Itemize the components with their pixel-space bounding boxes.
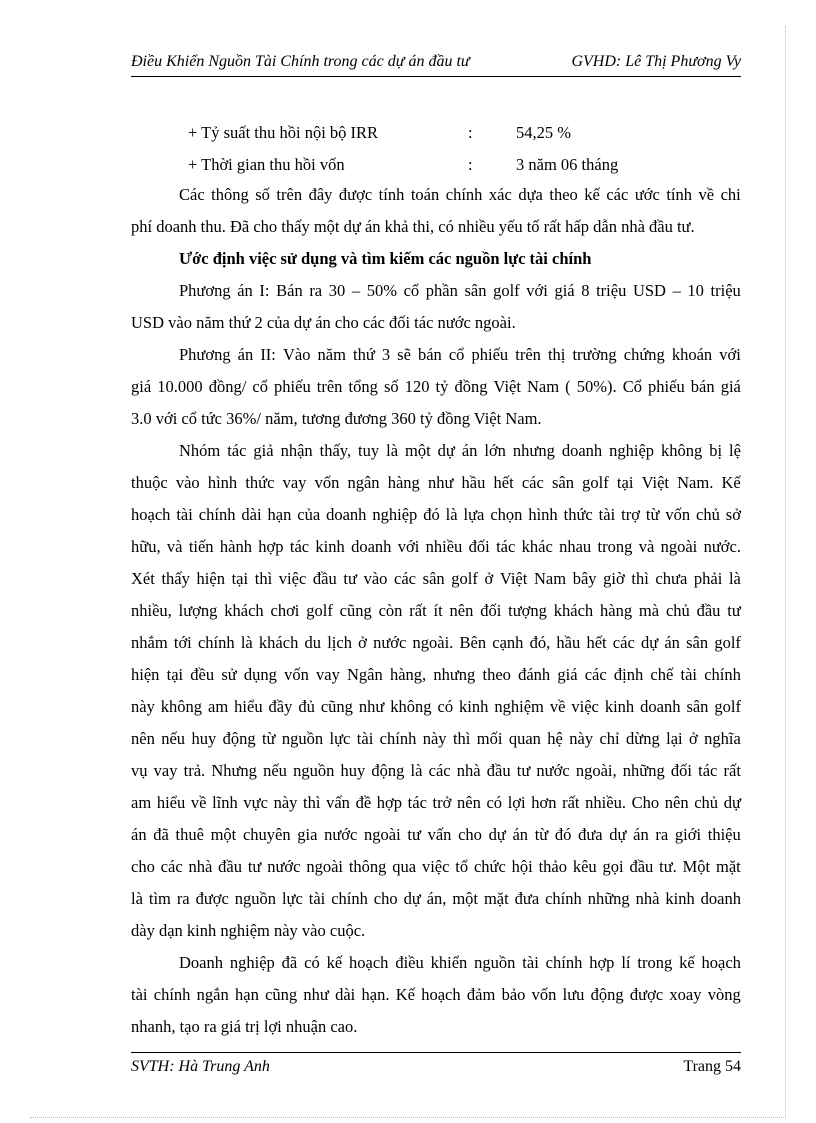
text-line: Các thông số trên đây được tính toán chính xác dựa theo kế các ước tính về chi bbox=[179, 185, 741, 204]
text-line: nhiều, lượng khách chơi golf cũng còn rất ít nên đối tượng khách hàng mà chủ đầu tư bbox=[131, 601, 741, 620]
text-line: hữu, và tiến hành hợp tác kinh doanh với nhiều đối tác khác nhau trong và ngoài nước. bbox=[131, 537, 741, 556]
text-line: dày dạn kinh nghiệm này vào cuộc. bbox=[131, 921, 366, 940]
text-line: thuộc vào hình thức vay vốn ngân hàng như hầu hết các sân golf tại Việt Nam. Kế bbox=[131, 473, 741, 492]
metric-label: + Thời gian thu hồi vốn bbox=[188, 155, 345, 174]
metric-label: + Tỷ suất thu hồi nội bộ IRR bbox=[188, 123, 379, 142]
text-line: vụ vay trả. Nhưng nếu nguồn huy động là các nhà đầu tư nước ngoài, những đối tác rất bbox=[131, 761, 741, 780]
text-line: Xét thấy hiện tại thì việc đầu tư vào các sân golf ở Việt Nam bây giờ thì chưa phải là bbox=[131, 569, 741, 588]
metric-row bbox=[131, 153, 741, 177]
text-line: án đã thuê một chuyên gia nước ngoài tư vấn cho dự án từ đó đưa dự án ra giới thiệu bbox=[131, 825, 741, 844]
metric-colon: : bbox=[468, 123, 473, 142]
text-line: hoạch tài chính dài hạn của doanh nghiệp đó là lựa chọn hình thức tài trợ từ vốn chủ sở bbox=[131, 505, 741, 524]
metric-colon: : bbox=[468, 155, 473, 174]
text-line: am hiểu về lĩnh vực này thì vấn đề hợp tác trở nên có lợi hơn rất nhiều. Cho nên chủ dự bbox=[131, 793, 741, 812]
text-line: Phương án II: Vào năm thứ 3 sẽ bán cổ phiếu trên thị trường chứng khoán với bbox=[179, 345, 741, 364]
text-line: Nhóm tác giả nhận thấy, tuy là một dự án lớn nhưng doanh nghiệp không bị lệ bbox=[179, 441, 741, 460]
text-line: nên nếu huy động từ nguồn lực tài chính này thì mối quan hệ này chỉ dừng lại ở nghĩa bbox=[131, 729, 741, 748]
text-line: giá 10.000 đồng/ cổ phiếu trên tổng số 120 tỷ đồng Việt Nam ( 50%). Cổ phiếu bán giá bbox=[131, 377, 741, 396]
text-line: là tìm ra được nguồn lực tài chính cho dự án, một mặt đưa chính những nhà kinh doanh bbox=[131, 889, 741, 908]
text-line: hiện tại đều sử dụng vốn vay Ngân hàng, nhưng theo đánh giá các định chế tài chính bbox=[131, 665, 741, 684]
text-line: USD vào năm thứ 2 của dự án cho các đối tác nước ngoài. bbox=[131, 313, 516, 332]
page-header bbox=[131, 52, 741, 77]
text-line: Phương án I: Bán ra 30 – 50% cổ phần sân golf với giá 8 triệu USD – 10 triệu bbox=[179, 281, 741, 300]
text-line: 3.0 với cổ tức 36%/ năm, tương đương 360 tỷ đồng Việt Nam. bbox=[131, 409, 542, 428]
metric-value: 54,25 % bbox=[516, 123, 571, 142]
header-title: Điều Khiển Nguồn Tài Chính trong các dự án đầu tư bbox=[131, 53, 470, 70]
text-line: cho các nhà đầu tư nước ngoài thông qua việc tổ chức hội thảo kêu gọi đầu tư. Một mặt bbox=[131, 857, 741, 876]
header-advisor: GVHD: Lê Thị Phương Vy bbox=[571, 53, 741, 70]
page-footer bbox=[131, 1052, 741, 1081]
text-line: này không am hiểu đầy đủ cũng như không có kinh nghiệm về việc kinh doanh sân golf bbox=[131, 697, 741, 716]
section-heading: Ước định việc sử dụng và tìm kiếm các nguồn lực tài chính bbox=[179, 249, 592, 268]
text-line: tài chính ngắn hạn cũng như dài hạn. Kế hoạch đảm bảo vốn lưu động được xoay vòng bbox=[131, 985, 741, 1004]
footer-author: SVTH: Hà Trung Anh bbox=[131, 1058, 270, 1075]
text-line: nhanh, tạo ra giá trị lợi nhuận cao. bbox=[131, 1017, 358, 1036]
text-line: phí doanh thu. Đã cho thấy một dự án khả thi, có nhiều yếu tố rất hấp dẫn nhà đầu tư. bbox=[131, 217, 695, 236]
text-line: nhắm tới chính là khách du lịch ở nước ngoài. Bên cạnh đó, hầu hết các dự án sân golf bbox=[131, 633, 741, 652]
metric-row bbox=[131, 121, 741, 145]
page-number: Trang 54 bbox=[683, 1058, 741, 1075]
metric-value: 3 năm 06 tháng bbox=[516, 155, 619, 174]
text-line: Doanh nghiệp đã có kế hoạch điều khiển nguồn tài chính hợp lí trong kế hoạch bbox=[179, 953, 741, 972]
